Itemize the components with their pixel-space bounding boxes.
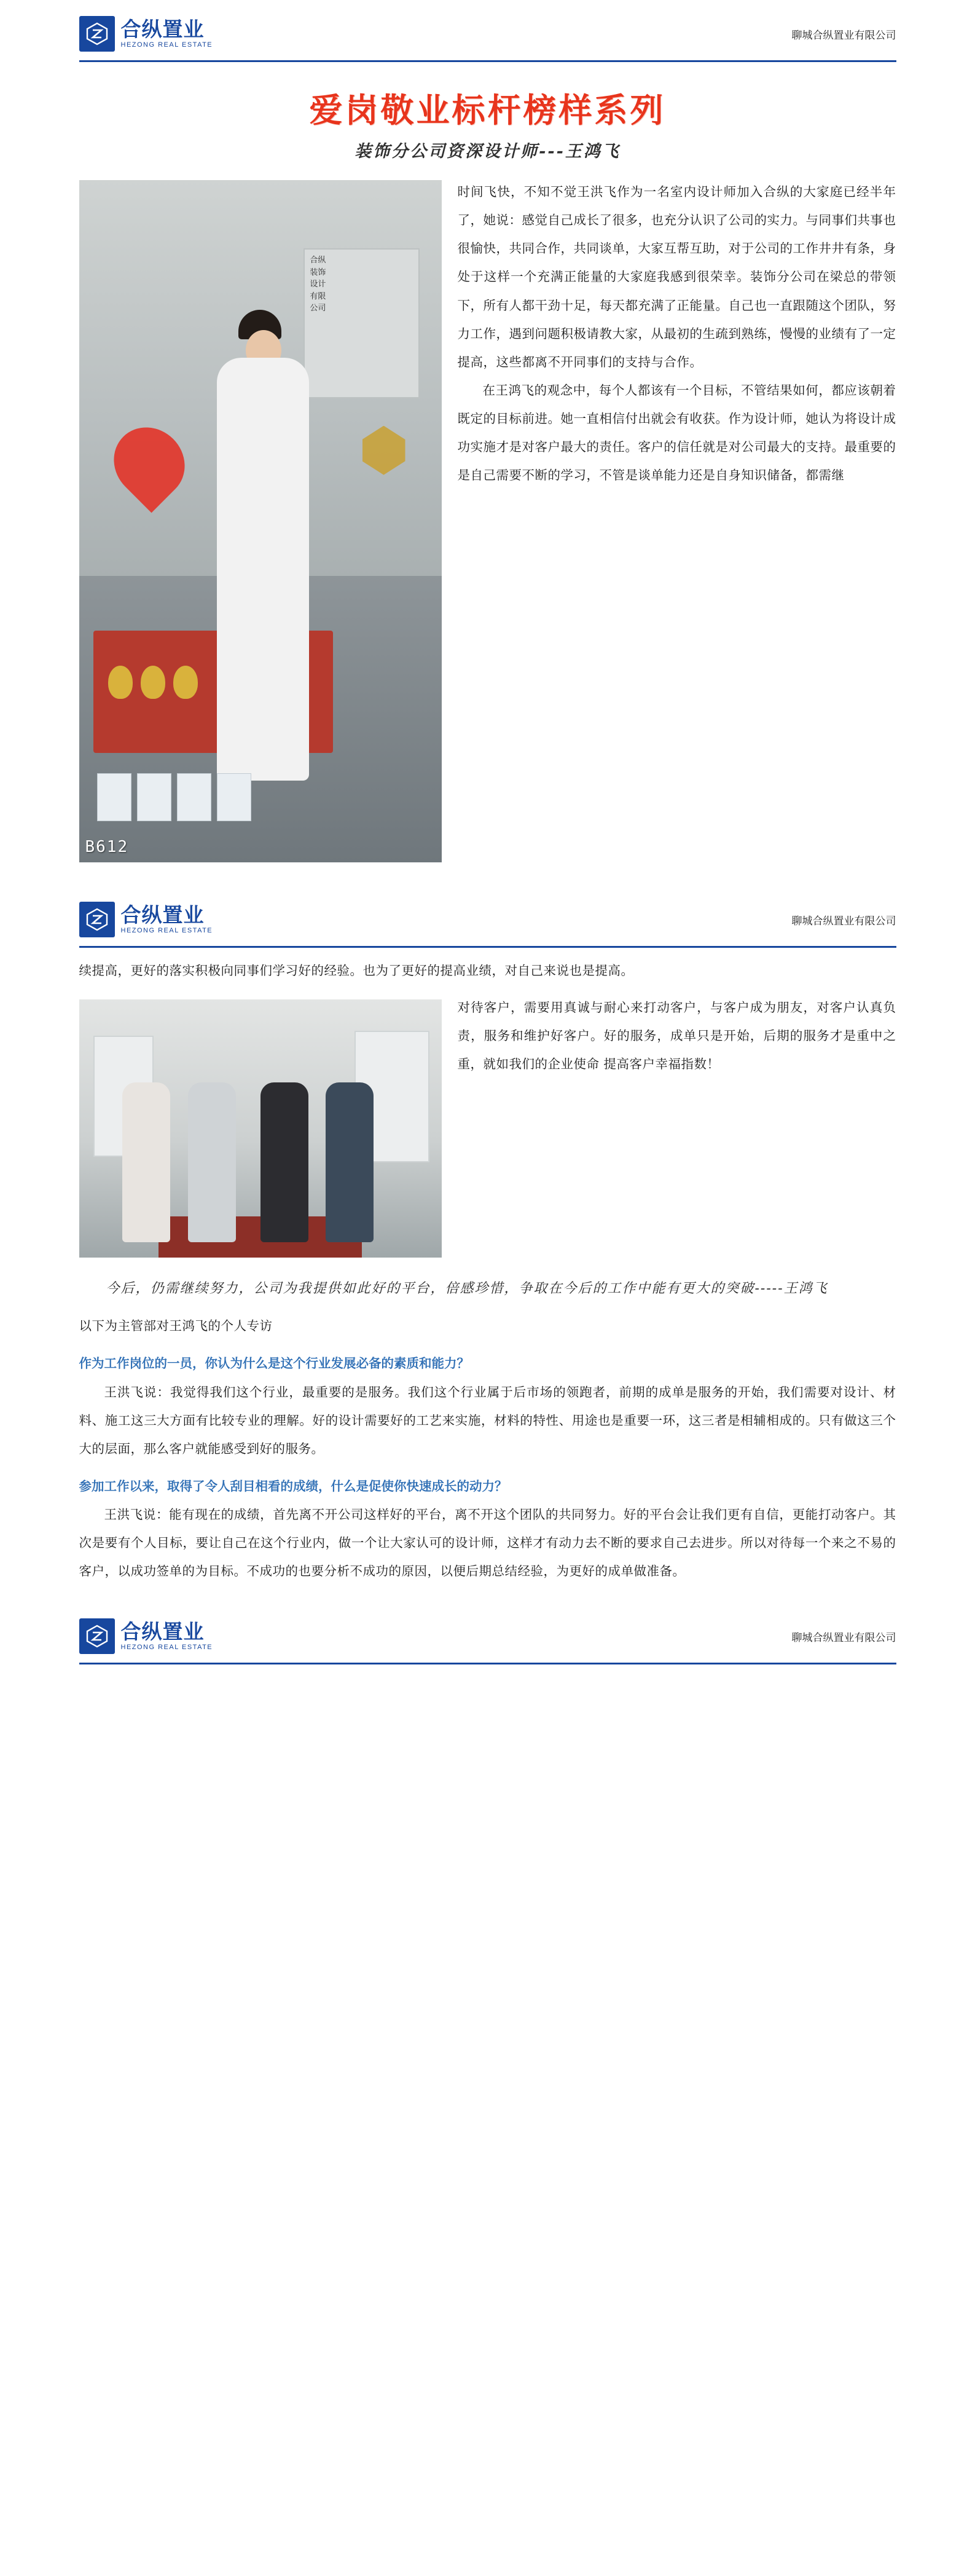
company-name-header: 聊城合纵置业有限公司 [791,29,896,42]
handwritten-note: 今后，仍需继续努力，公司为我提供如此好的平台，倍感珍惜，争取在今后的工作中能有更大的突破-----王鸿飞 [106,1281,828,1297]
logo-en-text-2: HEZONG REAL ESTATE [120,927,213,934]
interview-answer-1: 王洪飞说：我觉得我们这个行业，最重要的是服务。我们这个行业属于后市场的领跑者，前期的成单是服务的开始，我们需要对设计、材料、施工这三大方面有比较专业的理解。好的设计需要好的工艺来实施，材料的特性、用途也是重要一环，这三者是相辅相成的。只有做这三个大的层面，那么客户就能感受到好的服务。 [79,1384,896,1456]
logo-wordmark-footer [121,1621,213,1651]
header-section-2 [79,886,896,948]
article-paragraph-2: 在王鸿飞的观念中，每个人都该有一个目标，不管结果如何，都应该朝着既定的目标前进。她一直相信付出就会有收获。作为设计师，她认为将设计成功实施才是对客户最大的责任。客户的信任就是对公司最大的支持。最重要的是自己需要不断的学习，不管是谈单能力还是自身知识储备，都需继 [457,382,896,483]
logo-cn-text: 合纵置业 [120,17,205,41]
brand-bar-footer [79,1602,896,1664]
logo-cn-text-footer: 合纵置业 [120,1620,205,1644]
article-photo-1 [79,180,442,862]
interview-question-2: 参加工作以来，取得了令人刮目相看的成绩，什么是促使你快速成长的动力？ [79,1478,507,1494]
logo-en-text-footer: HEZONG REAL ESTATE [120,1644,213,1652]
logo-diamond-icon [79,16,115,52]
body-section-2 [79,956,896,985]
interview-lead: 以下为主管部对王鸿飞的个人专访 [79,1318,273,1334]
interview-answer-2: 王洪飞说：能有现在的成绩，首先离不开公司这样好的平台，离不开这个团队的共同努力。好的平台会让我们更有自信，更能打动客户。其次是要有个人目标，要让自己在这个行业内，做一个让大家认可的设计师，这样才有动力去不断的要求自己去进步。所以对待每一个来之不易的客户，以成功签单的为目标。不成功的也要分析不成功的原因，以便后期总结经验，为更好的成单做准备。 [79,1507,896,1579]
photo-1-sign: 合纵 装饰 设计 有限 公司 [303,248,420,398]
brand-bar-2 [79,886,896,948]
title-section [79,84,896,162]
footer-section [79,1602,896,1687]
logo-cn-text-2: 合纵置业 [120,903,205,927]
page-title: 爱岗敬业标杆榜样系列 [309,91,666,130]
body-section-1 [79,178,896,869]
company-name-header-2: 聊城合纵置业有限公司 [791,915,896,928]
handwritten-note-section [79,1275,896,1303]
logo-wordmark-2 [121,905,213,934]
photo-1-watermark: B612 [85,838,129,856]
photo-2-scene [79,999,442,1258]
interview-section [79,1312,896,1585]
brand-bar [79,0,896,62]
company-logo-footer [79,1618,213,1654]
article-photo-2 [79,999,442,1258]
company-name-footer: 聊城合纵置业有限公司 [791,1631,896,1644]
article-paragraph-3: 续提高，更好的落实积极向同事们学习好的经验。也为了更好的提高业绩，对自己来说也是提高。 [79,963,634,978]
company-logo-2 [79,902,213,937]
page-subtitle: 装饰分公司资深设计师---王鸿飞 [354,142,621,161]
article-paragraph-4: 对待客户，需要用真诚与耐心来打动客户，与客户成为朋友，对客户认真负责，服务和维护好客户。好的服务，成单只是开始，后期的服务才是重中之重，就如我们的企业使命 提高客户幸福指数！ [457,1000,896,1072]
logo-diamond-icon-2 [79,902,115,937]
article-paragraph-1: 时间飞快，不知不觉王洪飞作为一名室内设计师加入合纵的大家庭已经半年了，她说：感觉自己成长了很多，也充分认识了公司的实力。与同事们共事也很愉快，共同合作，共同谈单，大家互帮互助，对于公司的工作井井有条，身处于这样一个充满正能量的大家庭我感到很荣幸。装饰分公司在梁总的带领下，所有人都干劲十足，每天都充满了正能量。自己也一直跟随这个团队，努力工作，遇到问题积极请教大家，从最初的生疏到熟练，慢慢的业绩有了一定提高，这些都离不开同事们的支持与合作。 [457,184,896,369]
header-section [79,0,896,62]
logo-diamond-icon-footer [79,1618,115,1654]
body-section-3 [79,993,896,1266]
interview-question-1: 作为工作岗位的一员，你认为什么是这个行业发展必备的素质和能力？ [79,1356,469,1371]
company-logo [79,16,213,52]
logo-wordmark [121,19,213,49]
logo-en-text: HEZONG REAL ESTATE [120,41,213,49]
photo-1-scene [79,180,442,862]
